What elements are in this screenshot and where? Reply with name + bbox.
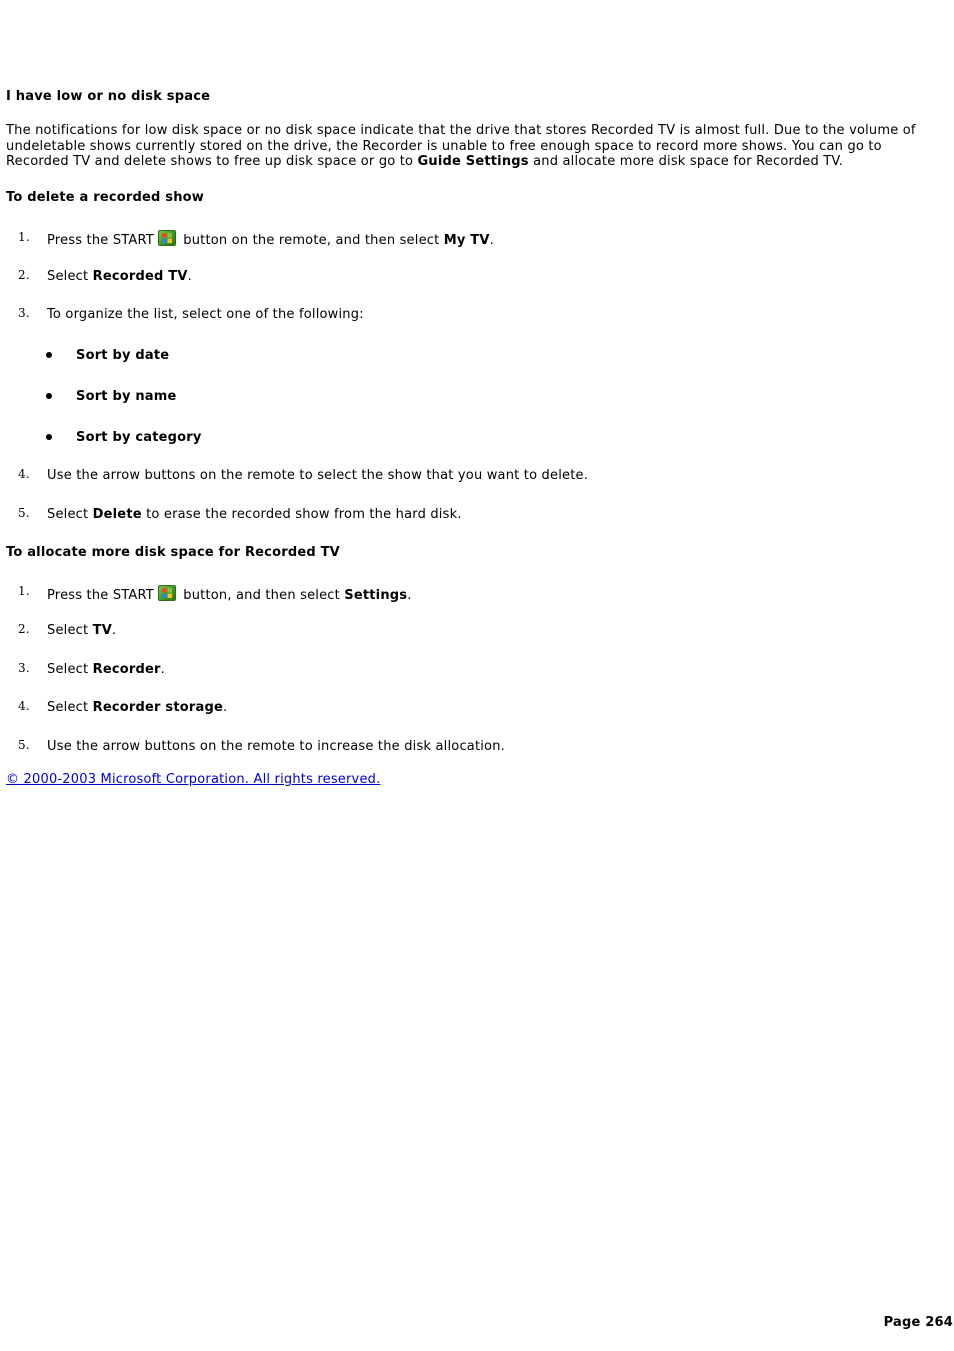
page-title: I have low or no disk space	[6, 89, 211, 104]
step-number: 1.	[18, 584, 30, 598]
delete-step-2: Select Recorded TV.	[47, 269, 192, 284]
intro-paragraph: The notifications for low disk space or no disk space indicate that the drive that stores Recorded TV is almost full. Due to the volume of undeletable shows currently stored on the drive, the Recorder is unable to free enough space to record more shows. You can go to Recorded TV and delete shows to free up disk space or go to Guide Settings and allocate more disk space for Recorded TV.	[6, 123, 916, 169]
sort-option-name: Sort by name	[76, 389, 177, 404]
copyright-link[interactable]: © 2000-2003 Microsoft Corporation. All rights reserved.	[6, 772, 381, 787]
step-number: 2.	[18, 268, 30, 282]
step-number: 3.	[18, 661, 30, 675]
allocate-step-3: Select Recorder.	[47, 662, 165, 677]
allocate-step-2: Select TV.	[47, 623, 117, 638]
delete-step-3: To organize the list, select one of the following:	[47, 307, 364, 322]
delete-step-5: Select Delete to erase the recorded show from the hard disk.	[47, 507, 462, 522]
windows-start-icon	[158, 585, 176, 601]
delete-step-4: Use the arrow buttons on the remote to select the show that you want to delete.	[47, 468, 589, 483]
allocate-step-5: Use the arrow buttons on the remote to increase the disk allocation.	[47, 739, 505, 754]
allocate-step-1: Press the START button, and then select Settings.	[47, 585, 412, 603]
allocate-step-4: Select Recorder storage.	[47, 700, 228, 715]
step-number: 5.	[18, 506, 30, 520]
guide-settings-term: Guide Settings	[417, 154, 529, 169]
delete-section-heading: To delete a recorded show	[6, 190, 205, 205]
step-number: 3.	[18, 306, 30, 320]
step-number: 4.	[18, 467, 30, 481]
bullet-icon	[46, 393, 52, 399]
sort-option-date: Sort by date	[76, 348, 170, 363]
bullet-icon	[46, 434, 52, 440]
step-number: 4.	[18, 699, 30, 713]
bullet-icon	[46, 352, 52, 358]
page-number: Page 264	[883, 1315, 953, 1330]
sort-option-category: Sort by category	[76, 430, 202, 445]
step-number: 1.	[18, 230, 30, 244]
step-number: 5.	[18, 738, 30, 752]
allocate-section-heading: To allocate more disk space for Recorded TV	[6, 545, 340, 560]
delete-step-1: Press the START button on the remote, and then select My TV.	[47, 230, 494, 248]
windows-start-icon	[158, 230, 176, 246]
step-number: 2.	[18, 622, 30, 636]
